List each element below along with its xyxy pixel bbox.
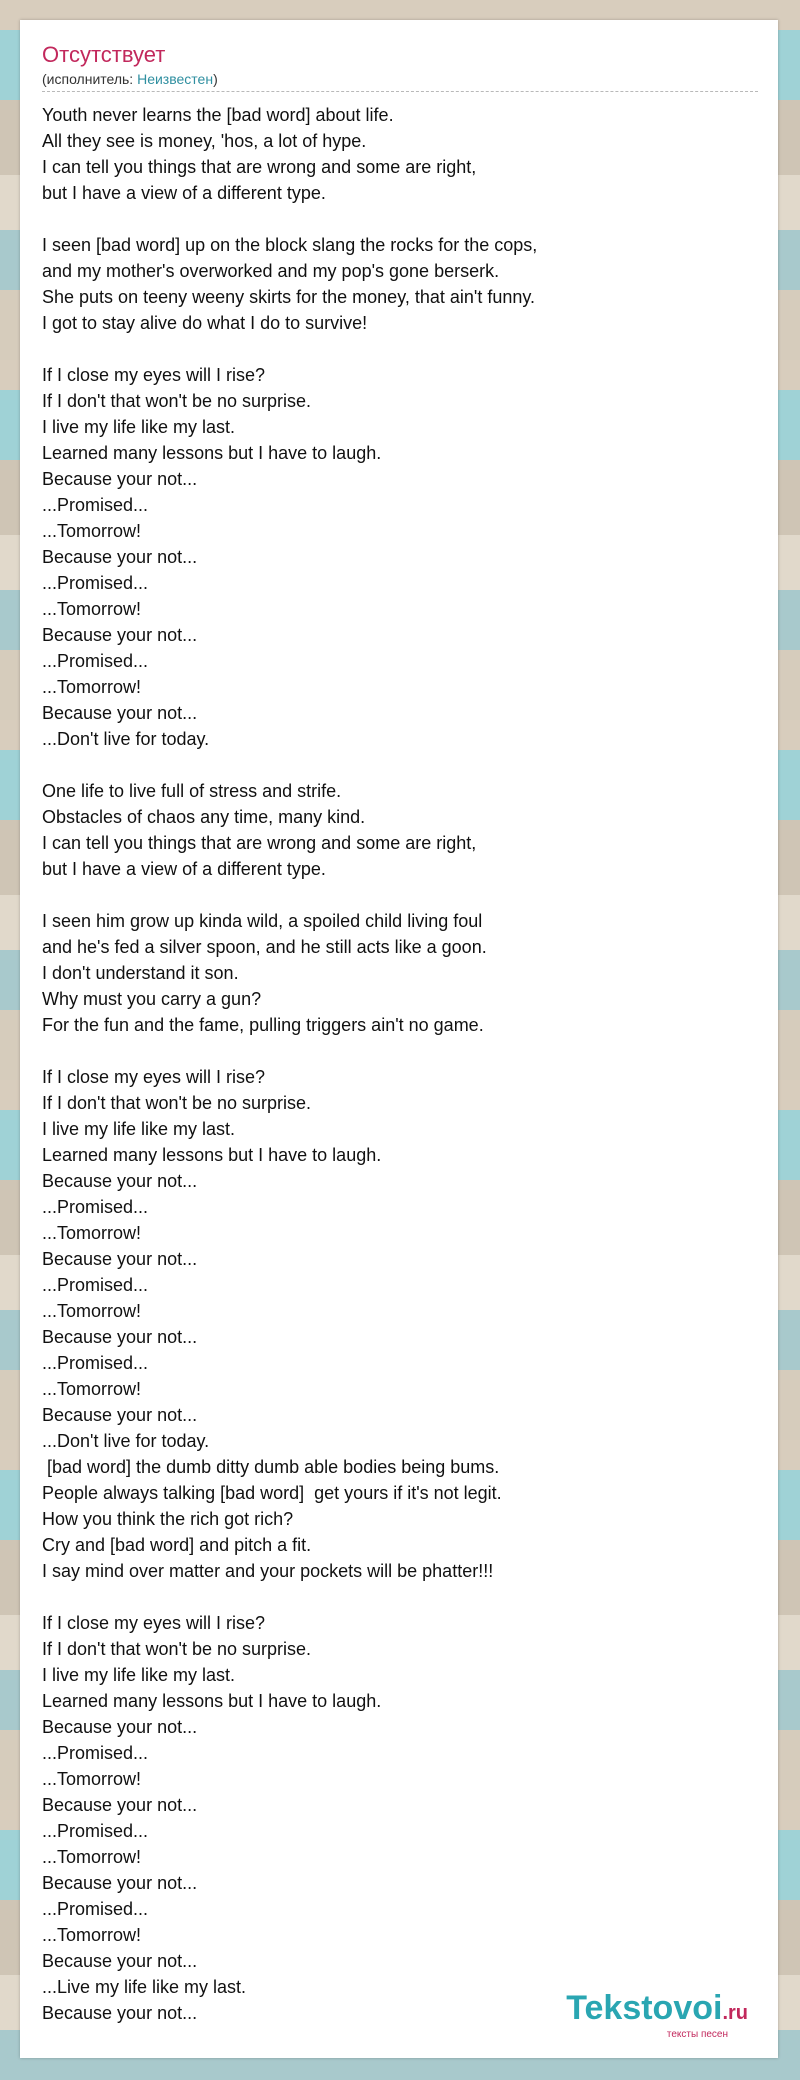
lyric-line: Learned many lessons but I have to laugh. [42, 1691, 382, 1711]
lyric-line: ...Promised... [42, 651, 149, 671]
lyric-line: Because your not... [42, 1405, 198, 1425]
lyric-line: ...Tomorrow! [42, 599, 142, 619]
stanza-break [42, 1038, 758, 1064]
lyric-line: If I close my eyes will I rise? [42, 1067, 266, 1087]
lyric-line: ...Tomorrow! [42, 1847, 142, 1867]
lyric-line: All they see is money, 'hos, a lot of hype. [42, 131, 367, 151]
lyric-line: People always talking [bad word] get yours if it's not legit. [42, 1483, 502, 1503]
logo-name: Tekstovoi [566, 1989, 723, 2027]
lyric-line: Cry and [bad word] and pitch a fit. [42, 1535, 312, 1555]
lyric-line: Because your not... [42, 703, 198, 723]
lyric-line: Why must you carry a gun? [42, 989, 262, 1009]
lyric-line: ...Promised... [42, 1743, 149, 1763]
lyric-line: I live my life like my last. [42, 417, 236, 437]
lyric-line: If I close my eyes will I rise? [42, 365, 266, 385]
stanza-break [42, 752, 758, 778]
lyric-line: Because your not... [42, 1795, 198, 1815]
lyrics-card [20, 20, 778, 2058]
lyric-line: ...Tomorrow! [42, 1301, 142, 1321]
lyric-line: ...Tomorrow! [42, 1223, 142, 1243]
lyric-line: ...Tomorrow! [42, 521, 142, 541]
lyric-line: ...Promised... [42, 573, 149, 593]
lyric-line: Because your not... [42, 469, 198, 489]
lyric-line: ...Don't live for today. [42, 729, 210, 749]
lyric-line: ...Promised... [42, 495, 149, 515]
lyric-line: Because your not... [42, 625, 198, 645]
lyric-line: If I don't that won't be no surprise. [42, 1639, 312, 1659]
lyric-line: I seen [bad word] up on the block slang the rocks for the cops, [42, 235, 538, 255]
lyric-line: ...Tomorrow! [42, 1769, 142, 1789]
performer-suffix: ) [213, 71, 218, 87]
lyric-line: Because your not... [42, 1171, 198, 1191]
lyric-line: Because your not... [42, 2003, 198, 2023]
lyric-line: I can tell you things that are wrong and some are right, [42, 833, 477, 853]
lyric-line: Because your not... [42, 1249, 198, 1269]
lyric-line: ...Promised... [42, 1275, 149, 1295]
lyric-line: Learned many lessons but I have to laugh. [42, 443, 382, 463]
lyric-line: She puts on teeny weeny skirts for the money, that ain't funny. [42, 287, 536, 307]
lyric-line: For the fun and the fame, pulling triggers ain't no game. [42, 1015, 484, 1035]
lyric-line: One life to live full of stress and strife. [42, 781, 342, 801]
lyric-line: I live my life like my last. [42, 1665, 236, 1685]
lyric-line: How you think the rich got rich? [42, 1509, 294, 1529]
lyric-line: and he's fed a silver spoon, and he still acts like a goon. [42, 937, 487, 957]
lyric-line: Youth never learns the [bad word] about life. [42, 105, 394, 125]
stanza-break [42, 1584, 758, 1610]
lyric-line: I live my life like my last. [42, 1119, 236, 1139]
lyric-line: and my mother's overworked and my pop's gone berserk. [42, 261, 500, 281]
lyric-line: ...Don't live for today. [42, 1431, 210, 1451]
performer-prefix: (исполнитель: [42, 71, 138, 87]
lyric-line: but I have a view of a different type. [42, 183, 326, 203]
song-title: Отсутствует [42, 42, 166, 67]
lyric-line: ...Live my life like my last. [42, 1977, 247, 1997]
lyric-line: ...Tomorrow! [42, 1379, 142, 1399]
lyric-line: Because your not... [42, 547, 198, 567]
lyrics-body [42, 102, 758, 2026]
lyric-line: Because your not... [42, 1327, 198, 1347]
logo-tagline: тексты песен [666, 2029, 728, 2040]
lyric-line: I can tell you things that are wrong and some are right, [42, 157, 477, 177]
lyric-line: ...Tomorrow! [42, 677, 142, 697]
lyric-line: If I don't that won't be no surprise. [42, 1093, 312, 1113]
lyric-line: ...Promised... [42, 1821, 149, 1841]
lyric-line: ...Promised... [42, 1353, 149, 1373]
lyric-line: ...Promised... [42, 1899, 149, 1919]
lyric-line: Learned many lessons but I have to laugh. [42, 1145, 382, 1165]
lyric-line: Because your not... [42, 1717, 198, 1737]
lyric-line: but I have a view of a different type. [42, 859, 326, 879]
site-logo[interactable] [566, 1991, 748, 2040]
lyric-line: ...Tomorrow! [42, 1925, 142, 1945]
lyric-line: I seen him grow up kinda wild, a spoiled child living foul [42, 911, 483, 931]
lyric-line: I got to stay alive do what I do to survive! [42, 313, 368, 333]
lyric-line: If I close my eyes will I rise? [42, 1613, 266, 1633]
lyric-line: Because your not... [42, 1873, 198, 1893]
stanza-break [42, 206, 758, 232]
logo-tld: .ru [722, 2002, 748, 2024]
lyric-line: [bad word] the dumb ditty dumb able bodies being bums. [42, 1457, 500, 1477]
lyric-line: Obstacles of chaos any time, many kind. [42, 807, 366, 827]
stanza-break [42, 336, 758, 362]
performer-line [42, 70, 758, 92]
lyric-line: Because your not... [42, 1951, 198, 1971]
stanza-break [42, 882, 758, 908]
lyric-line: ...Promised... [42, 1197, 149, 1217]
performer-link[interactable]: Неизвестен [137, 71, 214, 87]
lyric-line: I don't understand it son. [42, 963, 239, 983]
lyric-line: If I don't that won't be no surprise. [42, 391, 312, 411]
lyric-line: I say mind over matter and your pockets will be phatter!!! [42, 1561, 494, 1581]
